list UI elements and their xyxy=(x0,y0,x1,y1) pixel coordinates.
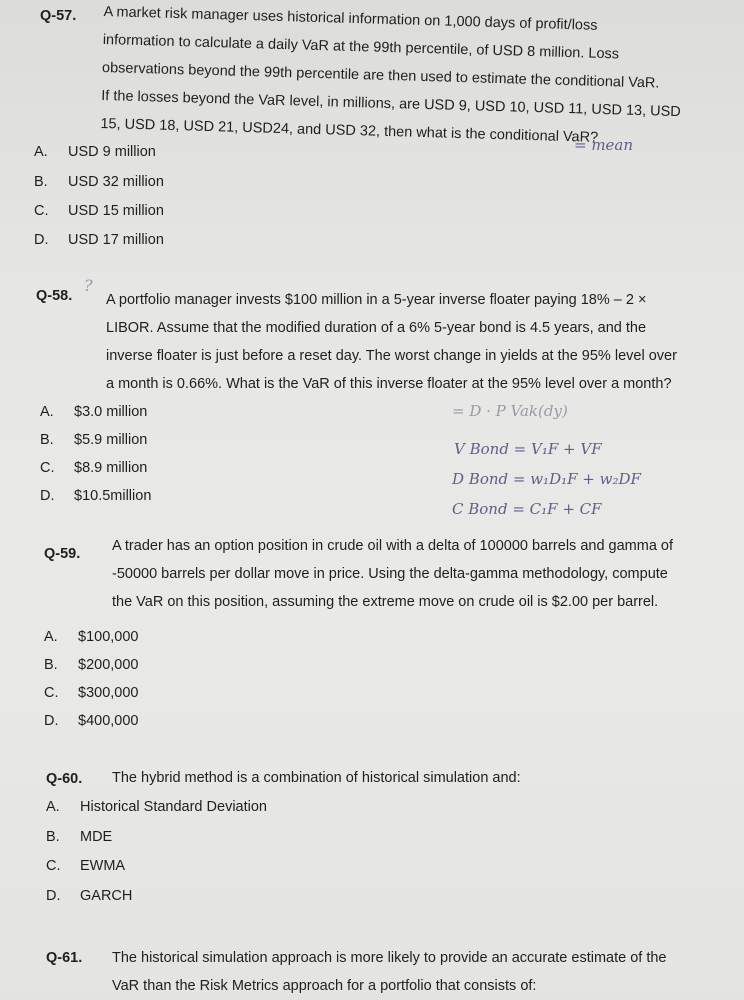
option-59-a[interactable] xyxy=(44,629,138,645)
option-57-a[interactable] xyxy=(34,144,156,160)
question-line: A market risk manager uses historical information on 1,000 days of profit/loss xyxy=(103,3,598,34)
option-letter: B. xyxy=(46,829,60,845)
question-line: A portfolio manager invests $100 million in a 5-year inverse floater paying 18% – 2 × xyxy=(106,292,647,308)
question-line: a month is 0.66%. What is the VaR of this inverse floater at the 95% level over a month? xyxy=(106,376,672,392)
option-58-b[interactable] xyxy=(40,432,147,448)
option-letter: D. xyxy=(44,713,59,729)
handwritten-note-mean: = mean xyxy=(574,136,634,154)
option-letter: A. xyxy=(34,144,48,160)
option-text: MDE xyxy=(80,829,113,845)
question-number-61: Q-61. xyxy=(46,950,83,966)
question-line: 15, USD 18, USD 21, USD24, and USD 32, then what is the conditional VaR? xyxy=(100,115,599,146)
option-58-c[interactable] xyxy=(40,460,147,476)
option-text: $400,000 xyxy=(78,713,139,729)
question-line: VaR than the Risk Metrics approach for a portfolio that consists of: xyxy=(112,978,537,994)
option-57-b[interactable] xyxy=(34,174,164,190)
option-letter: C. xyxy=(34,203,49,219)
option-letter: D. xyxy=(34,232,49,248)
question-line: information to calculate a daily VaR at the 99th percentile, of USD 8 million. Loss xyxy=(102,31,620,63)
option-60-a[interactable] xyxy=(46,799,267,815)
option-text: USD 17 million xyxy=(68,232,164,248)
option-58-a[interactable] xyxy=(40,404,147,420)
option-text: $300,000 xyxy=(78,685,139,701)
option-57-c[interactable] xyxy=(34,203,164,219)
option-text: $10.5million xyxy=(74,488,152,504)
question-stem-57 xyxy=(100,0,683,154)
option-60-b[interactable] xyxy=(46,829,112,845)
question-line: The hybrid method is a combination of historical simulation and: xyxy=(112,770,521,786)
handwritten-note-var-formula: = D · P Vak(dy) xyxy=(452,402,568,420)
option-58-d[interactable] xyxy=(40,488,151,504)
option-text: $100,000 xyxy=(78,629,139,645)
question-line: The historical simulation approach is more likely to provide an accurate estimate of the xyxy=(112,950,667,966)
question-line: LIBOR. Assume that the modified duration of a 6% 5-year bond is 4.5 years, and the xyxy=(106,320,647,336)
question-line: A trader has an option position in crude oil with a delta of 100000 barrels and gamma of xyxy=(112,538,674,554)
question-number-60: Q-60. xyxy=(46,771,83,787)
handwritten-question-mark: ? xyxy=(84,276,93,295)
option-text: USD 32 million xyxy=(68,174,164,190)
option-letter: C. xyxy=(46,858,61,874)
option-text: Historical Standard Deviation xyxy=(80,799,267,815)
option-text: $5.9 million xyxy=(74,432,148,448)
question-line: inverse floater is just before a reset day. The worst change in yields at the 95% level over xyxy=(106,348,677,364)
option-59-c[interactable] xyxy=(44,685,138,701)
option-text: $8.9 million xyxy=(74,460,148,476)
option-text: $200,000 xyxy=(78,657,139,673)
option-letter: A. xyxy=(40,404,54,420)
question-line: observations beyond the 99th percentile are then used to estimate the conditional VaR. xyxy=(101,59,660,92)
option-text: $3.0 million xyxy=(74,404,148,420)
option-59-b[interactable] xyxy=(44,657,138,673)
option-letter: C. xyxy=(40,460,55,476)
option-text: USD 9 million xyxy=(68,144,156,160)
option-letter: B. xyxy=(34,174,48,190)
option-letter: D. xyxy=(46,888,61,904)
question-stem-59 xyxy=(112,532,673,616)
option-letter: B. xyxy=(44,657,58,673)
question-stem-58 xyxy=(106,286,677,398)
option-letter: C. xyxy=(44,685,59,701)
option-letter: A. xyxy=(46,799,60,815)
question-number-59: Q-59. xyxy=(44,546,81,562)
question-number-58: Q-58. xyxy=(36,288,73,304)
option-text: USD 15 million xyxy=(68,203,164,219)
handwritten-note-bond-value: V Bond = V₁F + VF xyxy=(454,440,602,458)
option-letter: B. xyxy=(40,432,54,448)
question-line: If the losses beyond the VaR level, in millions, are USD 9, USD 10, USD 11, USD 13, USD xyxy=(101,87,681,121)
handwritten-note-bond-convexity: C Bond = C₁F + CF xyxy=(452,500,602,518)
option-letter: A. xyxy=(44,629,58,645)
question-stem-60 xyxy=(112,764,521,792)
handwritten-note-bond-duration: D Bond = w₁D₁F + w₂DF xyxy=(452,470,641,488)
option-text: EWMA xyxy=(80,858,126,874)
option-57-d[interactable] xyxy=(34,232,164,248)
option-60-c[interactable] xyxy=(46,858,125,874)
option-60-d[interactable] xyxy=(46,888,132,904)
option-text: GARCH xyxy=(80,888,133,904)
option-letter: D. xyxy=(40,488,55,504)
question-line: -50000 barrels per dollar move in price. Using the delta-gamma methodology, compute xyxy=(112,566,668,582)
question-number-57: Q-57. xyxy=(40,8,77,24)
question-line: the VaR on this position, assuming the extreme move on crude oil is $2.00 per barrel. xyxy=(112,594,659,610)
option-59-d[interactable] xyxy=(44,713,138,729)
